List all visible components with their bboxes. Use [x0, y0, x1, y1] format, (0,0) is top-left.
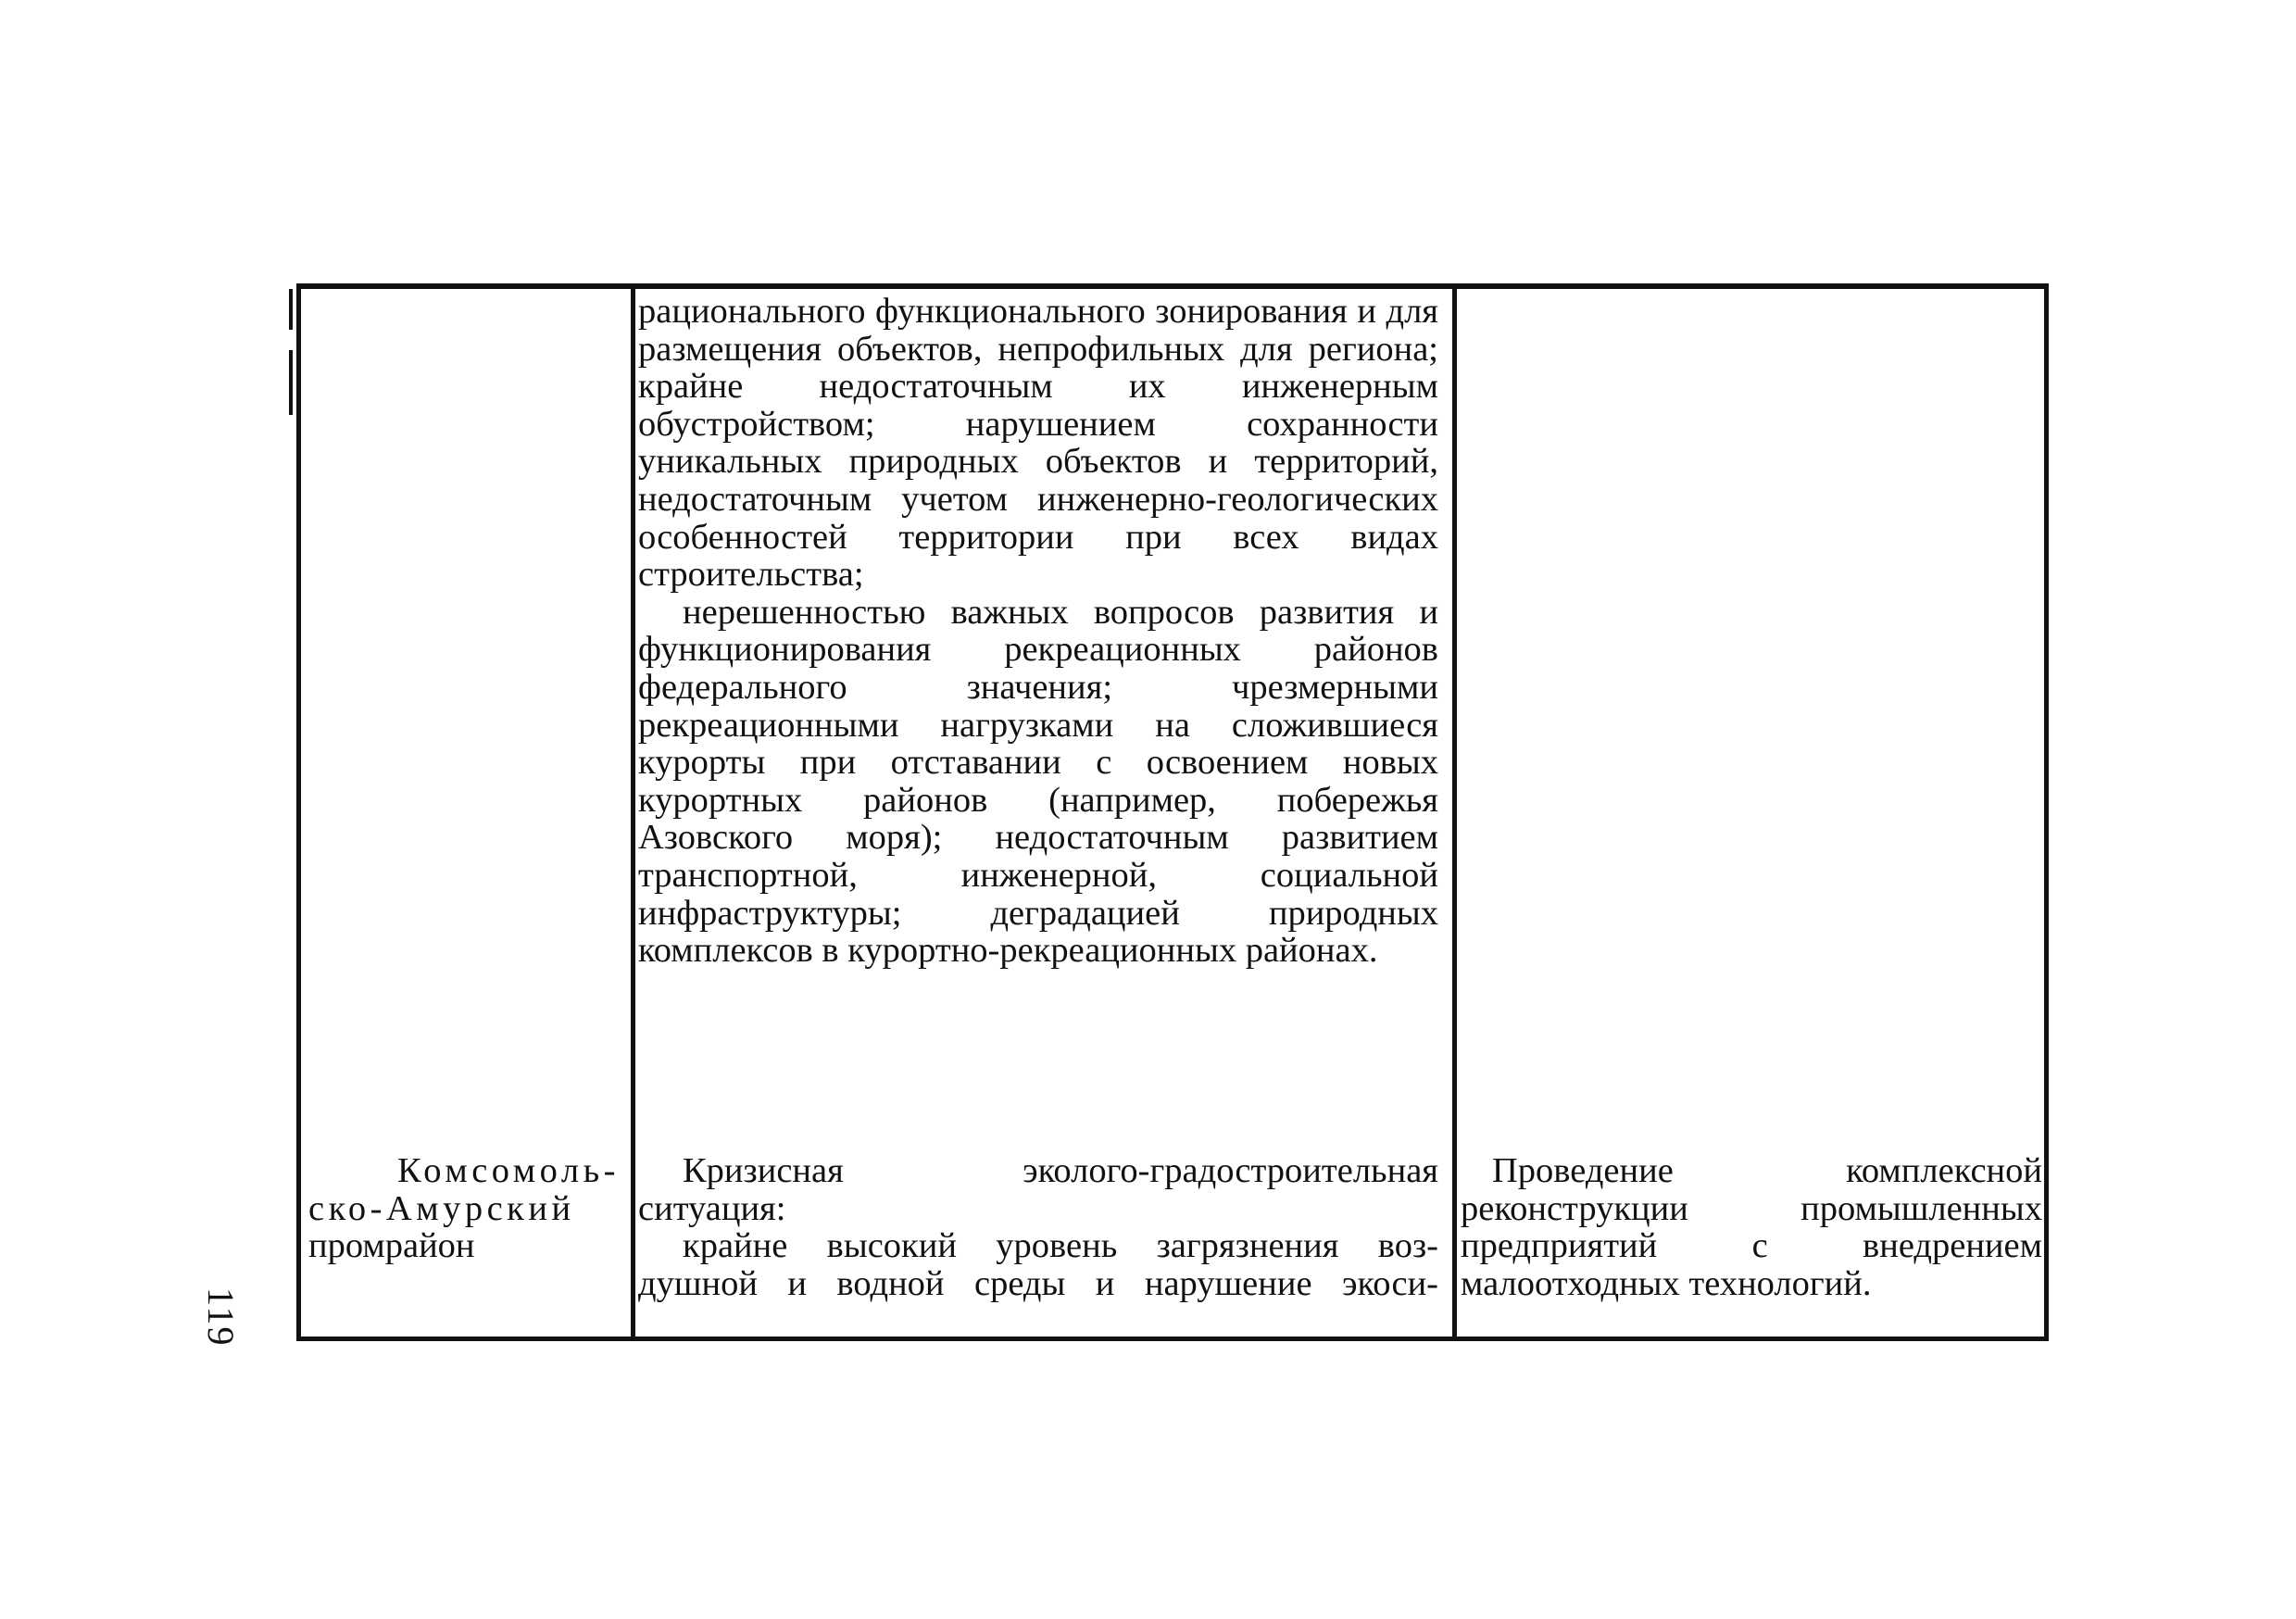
cell-line: душной и водной среды и нарушение экоси-	[638, 1263, 1438, 1303]
cell-line: ситуация:	[638, 1188, 786, 1228]
page-number: 119	[200, 1287, 242, 1348]
region-name-line: Комсомоль-	[397, 1151, 620, 1190]
table-cell-measures	[1461, 1152, 2042, 1302]
scan-edge-mark	[289, 350, 293, 415]
data-table	[296, 283, 2049, 1341]
cell-line: Кризисная эколого-градостроительная	[683, 1151, 1438, 1190]
column-divider	[1452, 289, 1457, 1337]
cell-paragraph: Проведение комплексной реконструкции промышленных предприятий с внедрением малоотходных технологий.	[1461, 1151, 2042, 1303]
scan-edge-mark	[289, 289, 293, 330]
table-cell-situation	[638, 1152, 1438, 1302]
region-name-line: ско-Амурский	[308, 1188, 575, 1228]
cell-line: крайне высокий уровень загрязнения воз-	[683, 1226, 1438, 1266]
cell-paragraph: нерешенностью важных вопросов развития и функционирования рекреационных районов федерального значения; чрезмерными рекреационными нагрузками на сложившиеся курорты при отставании с освоением новых курортных районов (например, побережья Азовского моря); недостаточным развитием транспортной, инженерной, социальной инфраструктуры; деградацией природных комплексов в курортно-рекреационных районах.	[638, 592, 1438, 971]
cell-paragraph: рационального функционального зонирования и для размещения объектов, непрофильных для региона; крайне недостаточным их инженерным обустройством; нарушением сохранности уникальных природных объектов и территорий, недостаточным учетом инженерно-геологических особенностей территории при всех видах строительства;	[638, 292, 1438, 595]
region-name-line: промрайон	[308, 1226, 475, 1266]
column-divider	[631, 289, 635, 1337]
table-cell-region	[308, 1152, 623, 1265]
table-cell-situation-continued	[638, 293, 1438, 970]
